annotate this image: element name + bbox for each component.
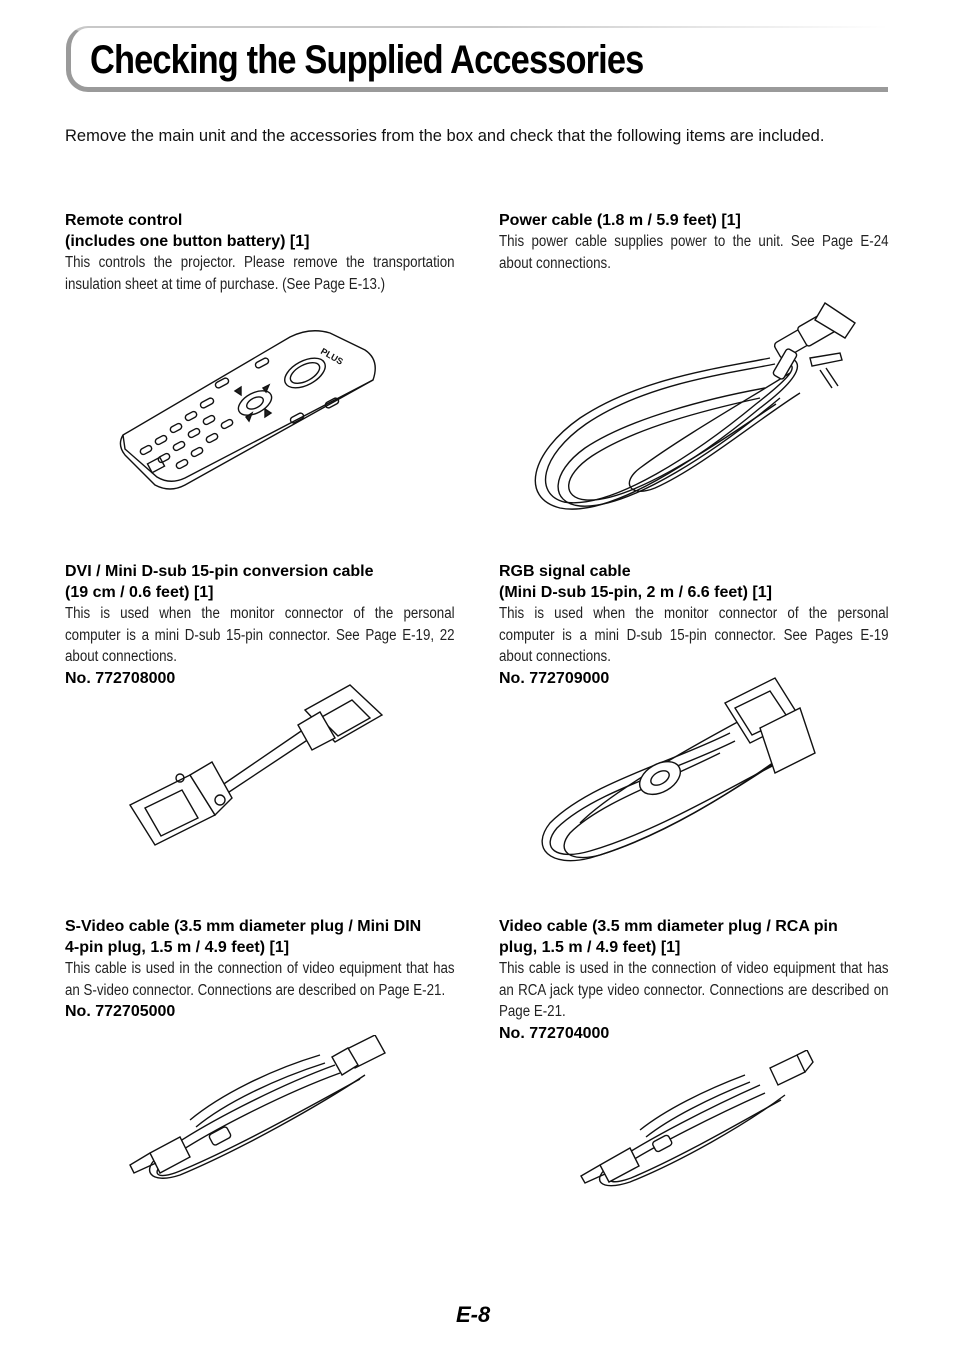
s-video-cable-illustration bbox=[120, 1035, 390, 1195]
rgb-cable-illustration bbox=[530, 673, 830, 873]
item-heading-line2: (Mini D-sub 15-pin, 2 m / 6.6 feet) [1] bbox=[499, 584, 772, 601]
item-description: This is used when the monitor connector of the personal computer is a mini D-sub 15-pin connector. See Pages E-19 about connections. bbox=[499, 605, 889, 665]
accessory-rgb-signal-cable bbox=[499, 561, 889, 689]
part-number: No. 772704000 bbox=[499, 1024, 610, 1042]
power-cable-illustration bbox=[520, 298, 870, 523]
item-heading: DVI / Mini D-sub 15-pin conversion cable bbox=[65, 563, 374, 580]
item-description: This controls the projector. Please remove the transportation insulation sheet at time of purchase. (See Page E-13.) bbox=[65, 254, 455, 293]
item-heading: RGB signal cable bbox=[499, 563, 631, 580]
item-heading: Remote control bbox=[65, 212, 183, 229]
item-description: This cable is used in the connection of video equipment that has an RCA jack type video connector. Connections are described on Page E-21. bbox=[499, 960, 889, 1020]
remote-control-illustration bbox=[115, 325, 385, 495]
accessory-video-cable bbox=[499, 916, 889, 1044]
item-description: This is used when the monitor connector of the personal computer is a mini D-sub 15-pin connector. See Page E-19, 22 about connections. bbox=[65, 605, 455, 665]
item-heading: Power cable (1.8 m / 5.9 feet) [1] bbox=[499, 212, 741, 229]
item-heading-line2: 4-pin plug, 1.5 m / 4.9 feet) [1] bbox=[65, 939, 290, 956]
accessory-dvi-conversion-cable bbox=[65, 561, 455, 689]
page-title: Checking the Supplied Accessories bbox=[90, 38, 644, 82]
dvi-cable-illustration bbox=[120, 680, 390, 860]
part-number: No. 772708000 bbox=[65, 669, 176, 687]
page-number: E-8 bbox=[456, 1302, 491, 1327]
item-heading: Video cable (3.5 mm diameter plug / RCA pin bbox=[499, 918, 838, 935]
item-description: This power cable supplies power to the unit. See Page E-24 about connections. bbox=[499, 233, 889, 272]
part-number: No. 772709000 bbox=[499, 669, 610, 687]
accessory-remote-control bbox=[65, 210, 455, 295]
item-description: This cable is used in the connection of video equipment that has an S-video connector. Connections are described on Page E-21. bbox=[65, 960, 455, 999]
remote-logo: PLUS bbox=[319, 346, 345, 367]
intro-text: Remove the main unit and the accessories from the box and check that the following items are included. bbox=[65, 127, 825, 145]
item-heading: S-Video cable (3.5 mm diameter plug / Mini DIN bbox=[65, 918, 422, 935]
item-heading-line2: (19 cm / 0.6 feet) [1] bbox=[65, 584, 214, 601]
item-heading-line2: plug, 1.5 m / 4.9 feet) [1] bbox=[499, 939, 681, 956]
accessory-power-cable bbox=[499, 210, 889, 274]
accessory-s-video-cable bbox=[65, 916, 455, 1022]
video-cable-illustration bbox=[575, 1050, 815, 1195]
part-number: No. 772705000 bbox=[65, 1003, 176, 1020]
item-heading-line2: (includes one button battery) [1] bbox=[65, 233, 310, 250]
